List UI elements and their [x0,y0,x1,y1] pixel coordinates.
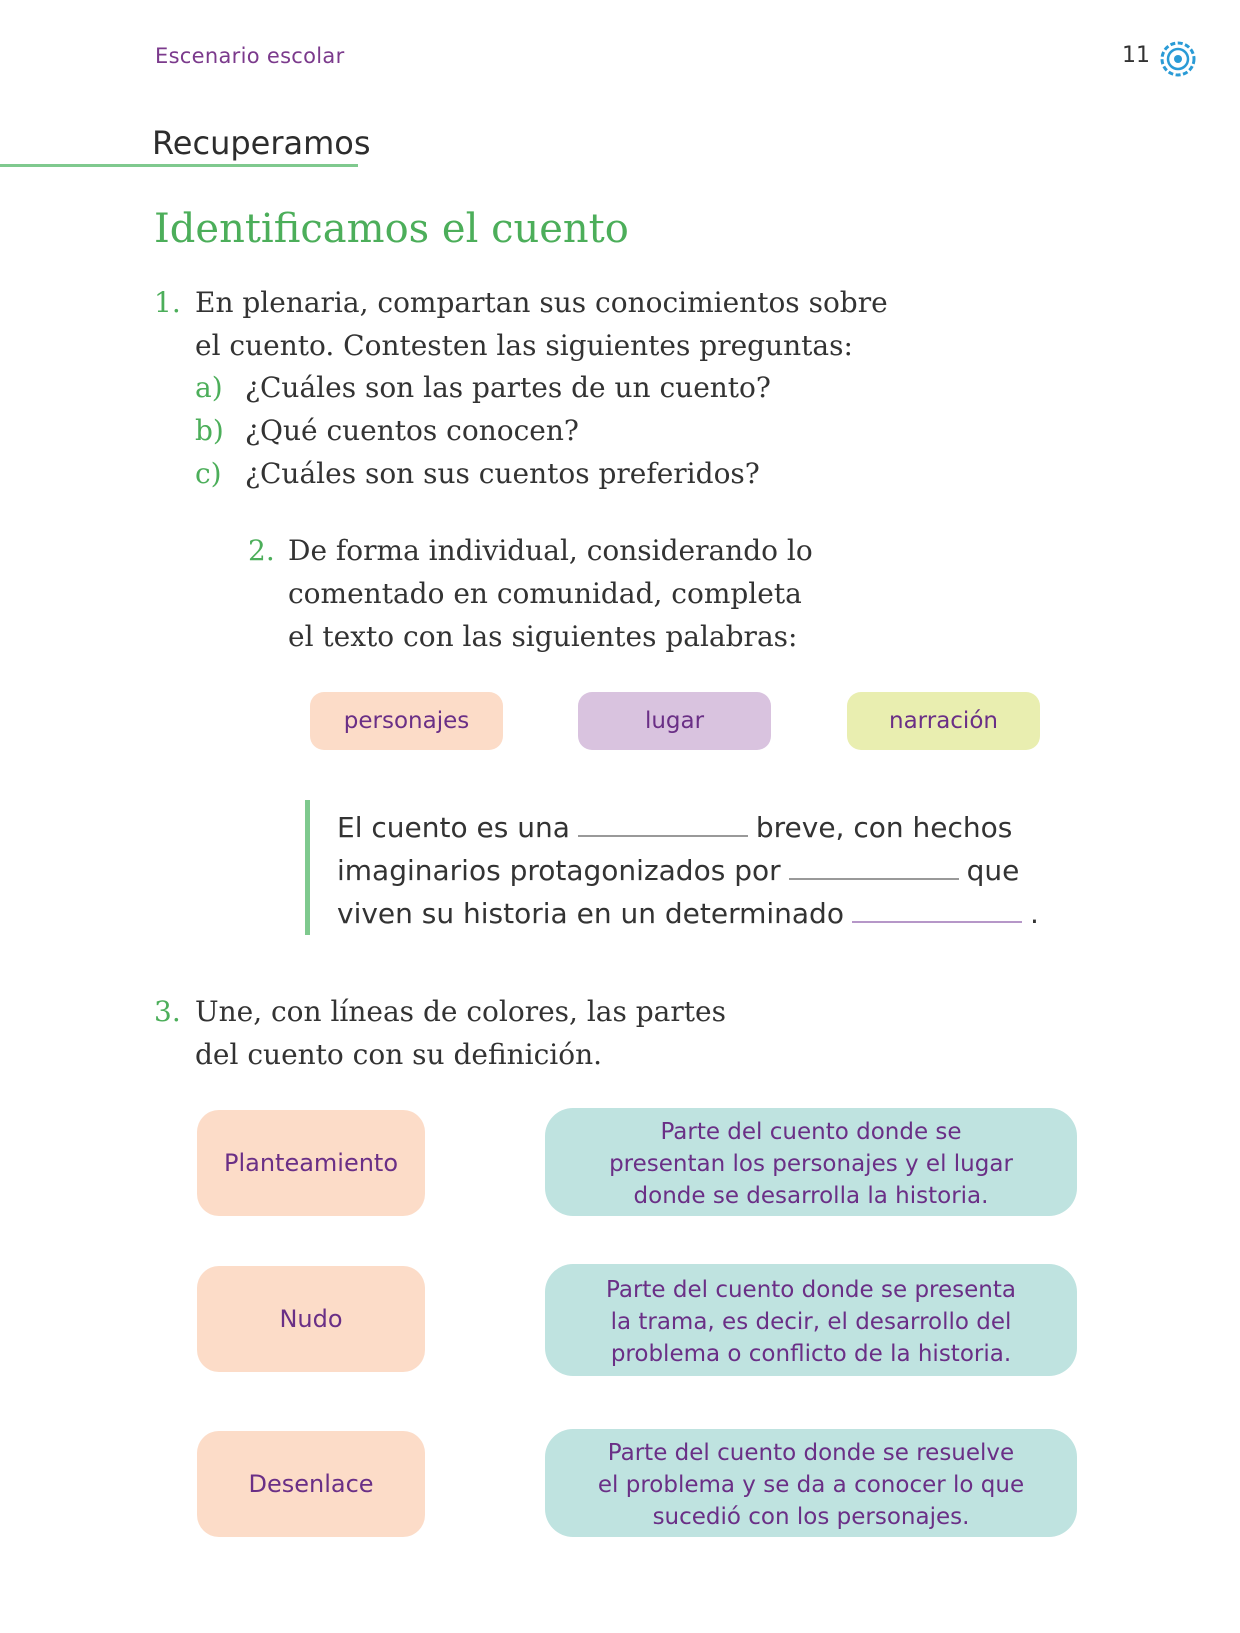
word-chip-lugar: lugar [578,692,771,750]
question-1-text [195,281,888,367]
item-text: ¿Qué cuentos conocen? [245,414,579,447]
question-line: En plenaria, compartan sus conocimientos sobre [195,286,888,319]
question-line: el cuento. Contesten las siguientes preguntas: [195,329,853,362]
question-line: De forma individual, considerando lo [288,534,813,567]
question-number: 1. [154,286,181,319]
gear-flower-icon [1160,41,1196,77]
question-line: comentado en comunidad, completa [288,577,802,610]
blank-1[interactable] [578,834,748,837]
item-letter: c) [195,457,222,490]
definition-line: Parte del cuento donde se [660,1119,962,1145]
definition-card-3[interactable] [545,1429,1077,1537]
fill-line [337,806,1057,849]
fill-text-segment: imaginarios protagonizados por [337,854,781,887]
item-letter: a) [195,371,223,404]
fill-text-segment: breve, con hechos [755,811,1013,844]
part-card-desenlace[interactable]: Desenlace [197,1431,425,1537]
fill-text-segment: viven su historia en un determinado [337,897,844,930]
blank-3[interactable] [852,920,1022,923]
fill-text-segment: que [966,854,1020,887]
question-1-items [195,366,771,495]
definition-line: Parte del cuento donde se presenta [606,1277,1016,1303]
list-item [195,409,771,452]
fill-text-segment: El cuento es una [337,811,570,844]
question-line: del cuento con su definición. [195,1038,603,1071]
definition-line: la trama, es decir, el desarrollo del [610,1309,1012,1335]
section-label: Recuperamos [152,124,371,162]
question-2-number [248,529,275,572]
list-item [195,366,771,409]
list-item [195,452,771,495]
definition-line: sucedió con los personajes. [652,1504,970,1530]
fill-line [337,892,1057,935]
definition-line: donde se desarrolla la historia. [633,1183,989,1209]
word-chip-personajes: personajes [310,692,503,750]
definition-card-2[interactable] [545,1264,1077,1376]
part-card-nudo[interactable]: Nudo [197,1266,425,1372]
blank-2[interactable] [789,877,959,880]
item-letter: b) [195,414,224,447]
section-divider [0,164,358,167]
question-3-number [154,990,181,1033]
question-line: el texto con las siguientes palabras: [288,620,798,653]
word-chip-narracion: narración [847,692,1040,750]
question-3-text [195,990,726,1076]
header-title: Escenario escolar [155,44,345,68]
definition-line: el problema y se da a conocer lo que [597,1472,1025,1498]
item-text: ¿Cuáles son sus cuentos preferidos? [245,457,760,490]
definition-card-1[interactable] [545,1108,1077,1216]
page-number: 11 [1122,43,1150,68]
question-line: Une, con líneas de colores, las partes [195,995,726,1028]
section-subtitle: Identificamos el cuento [154,206,629,252]
definition-line: Parte del cuento donde se resuelve [607,1440,1015,1466]
item-text: ¿Cuáles son las partes de un cuento? [245,371,771,404]
fill-text-border [305,800,310,935]
question-1 [154,281,181,324]
fill-in-paragraph [337,806,1057,935]
part-card-planteamiento[interactable]: Planteamiento [197,1110,425,1216]
question-2-text [288,529,813,658]
definition-line: problema o conflicto de la historia. [610,1341,1012,1367]
question-number: 3. [154,995,181,1028]
definition-line: presentan los personajes y el lugar [609,1151,1013,1177]
question-number: 2. [248,534,275,567]
fill-line [337,849,1057,892]
fill-text-segment: . [1029,897,1039,930]
